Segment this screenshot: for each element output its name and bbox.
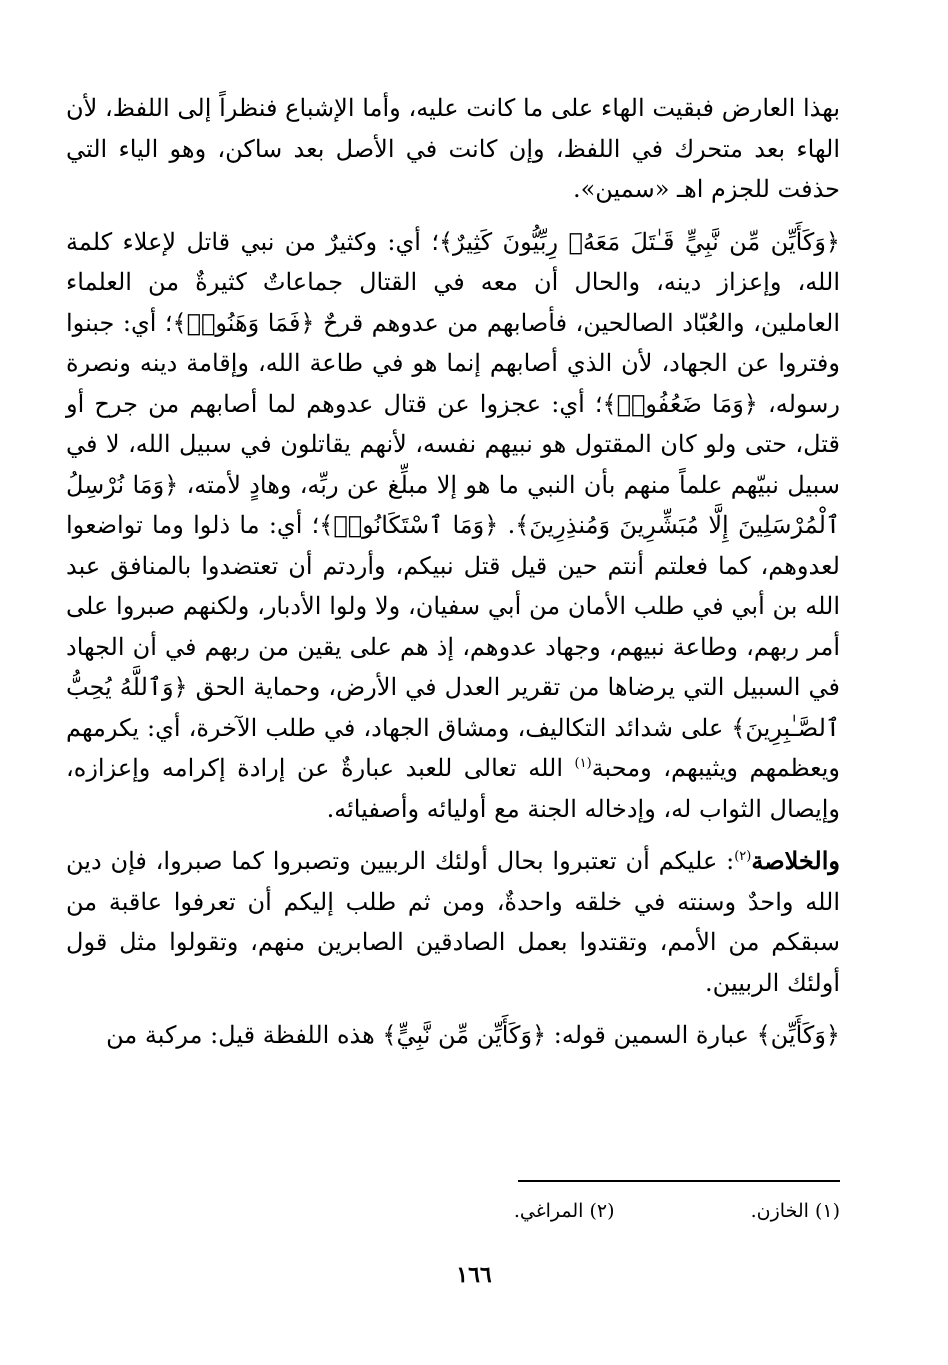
paragraph-2-text: ؛ أي: وكثيرٌ من نبي قاتل لإعلاء كلمة الله، وإعزاز دينه، والحال أن معه في القتال جماعاتٌ كثيرةٌ من العلماء العاملين، والعُبّاد الصالحين، فأصابهم من عدوهم قرحٌ ﴿فَمَا وَهَنُوا۟﴾؛ أي: جبنوا وفتروا عن الجهاد، لأن الذي أصابهم إنما هو في طاعة الله، وإقامة دينه ونصرة رسوله، ﴿وَمَا ضَعُفُوا۟﴾؛ أي: عجزوا عن قتال عدوهم لما أصابهم من جرح أو قتل، حتى ولو كان المقتول هو نبيهم نفسه، لأنهم يقاتلون في سبيل الله، لا في سبيل نبيّهم علماً منهم بأن النبي ما هو إلا مبلِّغ عن ربِّه، وهادٍ لأمته، ﴿وَمَا نُرْسِلُ ٱلْمُرْسَلِينَ إِلَّا مُبَشِّرِينَ وَمُنذِرِينَ﴾. ﴿وَمَا ٱسْتَكَانُوا۟﴾؛ أي: ما ذلوا وما تواضعوا لعدوهم، كما فعلتم أنتم حين قيل قتل نبيكم، وأردتم أن تعتضدوا بالمنافق عبد الله بن أبي في طلب الأمان من أبي سفيان، ولا ولوا الأدبار، ولكنهم صبروا على أمر ربهم، وطاعة نبيهم، وجهاد عدوهم، إذ هم على يقين من ربهم في أن الجهاد في السبيل التي يرضاها من تقرير العدل في الأرض، وحماية الحق ﴿وَٱللَّهُ يُحِبُّ ٱلصَّـٰبِرِينَ﴾ على شدائد التكاليف، ومشاق الجهاد، في طلب الآخرة، أي: يكرمهم ويعظمهم ويثيبهم، ومحبة [66,227,840,782]
paragraph-1 [66,88,840,210]
paragraph-2 [66,222,840,830]
paragraph-4-text-1: عبارة السمين قوله: [546,1021,757,1049]
paragraph-4-text-2: هذه اللفظة قيل: مركبة من [106,1021,383,1049]
paragraph-3 [66,841,840,1003]
paragraph-3-text: : عليكم أن تعتبروا بحال أولئك الربيين وتصبروا كما صبروا، فإن دين الله واحدٌ وسنته في خلقه واحدةٌ، ومن ثم طلب إليكم أن تعرفوا عاقبة من سبقكم من الأمم، وتقتدوا بعمل الصادقين الصابرين منهم، وتقولوا مثل قول أولئك الربيين. [66,847,840,997]
footnote-ref-1[interactable]: (١) [574,756,592,771]
quran-word: ﴿وَكَأَيِّن﴾ [756,1021,840,1049]
quran-quote: ﴿وَكَأَيِّن مِّن نَّبِيٍّ قَـٰتَلَ مَعَهُۥ رِبِّيُّونَ كَثِيرٌ﴾ [438,227,840,256]
quran-phrase: ﴿وَكَأَيِّن مِّن نَّبِيٍّ﴾ [382,1021,547,1049]
footnotes [140,1198,840,1224]
paragraph-4 [66,1015,840,1056]
paragraph-2-tail: الله تعالى للعبد عبارةٌ عن إرادة إكرامه وإعزازه، وإيصال الثواب له، وإدخاله الجنة مع أوليائه وأصفيائه. [66,754,840,823]
footnote-ref-2[interactable]: (٢) [734,849,752,864]
page-number: ١٦٦ [456,1262,492,1288]
footnote-1: (١) الخازن. [750,1200,840,1222]
footnote-divider [518,1180,840,1182]
summary-heading: والخلاصة [751,846,840,875]
paragraph-1-text: بهذا العارض فبقيت الهاء على ما كانت عليه، وأما الإشباع فنظراً إلى اللفظ، لأن الهاء بعد متحرك في اللفظ، وإن كانت في الأصل بعد ساكن، وهو الياء التي حذفت للجزم اهـ «سمين». [66,94,840,203]
footnote-2: (٢) المراغي. [513,1200,615,1222]
